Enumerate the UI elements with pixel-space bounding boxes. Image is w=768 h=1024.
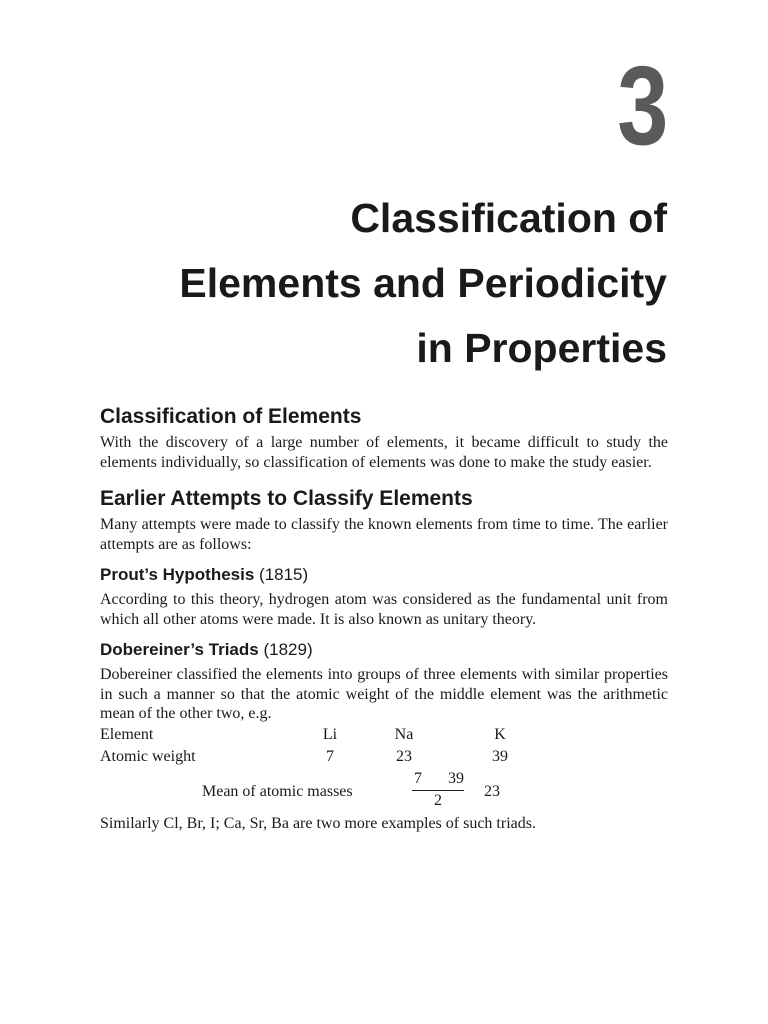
mean-label: Mean of atomic masses bbox=[202, 782, 353, 800]
table-cell: K bbox=[494, 725, 506, 743]
mean-result: 23 bbox=[484, 782, 500, 800]
subsection-dobereiner bbox=[100, 639, 668, 833]
table-cell: 7 bbox=[326, 747, 334, 765]
table-row bbox=[100, 724, 668, 746]
mean-fraction bbox=[412, 770, 464, 810]
subsection-title: Dobereiner’s Triads bbox=[100, 640, 259, 659]
chapter-content bbox=[100, 404, 668, 833]
fraction-bar bbox=[412, 790, 464, 791]
triad-table bbox=[100, 724, 668, 770]
section-paragraph: Many attempts were made to classify the known elements from time to time. The earlier attempts are as follows: bbox=[100, 516, 668, 553]
fraction-denominator: 2 bbox=[434, 791, 442, 809]
numerator-a: 7 bbox=[414, 769, 422, 787]
fraction-numerator bbox=[412, 770, 464, 788]
chapter-title-line-2: Elements and Periodicity bbox=[179, 260, 667, 306]
chapter-title bbox=[67, 186, 667, 381]
subsection-title: Prout’s Hypothesis bbox=[100, 565, 255, 584]
table-cell: 39 bbox=[492, 747, 508, 765]
subsection-year: (1829) bbox=[263, 640, 313, 659]
subsection-heading bbox=[100, 564, 668, 586]
numerator-b: 39 bbox=[448, 769, 464, 787]
table-cell: 23 bbox=[396, 747, 412, 765]
table-cell: Na bbox=[394, 725, 414, 743]
section-classification bbox=[100, 404, 668, 472]
chapter-title-line-3: in Properties bbox=[416, 325, 667, 371]
section-heading: Classification of Elements bbox=[100, 405, 362, 428]
table-row bbox=[100, 746, 668, 768]
section-paragraph: Similarly Cl, Br, I; Ca, Sr, Ba are two more examples of such triads. bbox=[100, 814, 536, 832]
chapter-number: 3 bbox=[616, 43, 668, 168]
subsection-prout bbox=[100, 564, 668, 629]
table-cell: Atomic weight bbox=[100, 747, 196, 765]
table-cell: Element bbox=[100, 725, 154, 743]
section-paragraph: With the discovery of a large number of elements, it became difficult to study the elements individually, so classification of elements was done to make the study easier. bbox=[100, 434, 668, 471]
section-earlier-attempts bbox=[100, 486, 668, 554]
section-paragraph: According to this theory, hydrogen atom was considered as the fundamental unit from which all other atoms were made. It is also known as unitary theory. bbox=[100, 591, 668, 628]
section-paragraph: Dobereiner classified the elements into groups of three elements with similar properties in such a manner so that the atomic weight of the middle element was the arithmetic mean of the other two, e.g. bbox=[100, 666, 668, 722]
section-heading: Earlier Attempts to Classify Elements bbox=[100, 487, 473, 510]
subsection-heading bbox=[100, 639, 668, 661]
table-cell: Li bbox=[322, 725, 338, 743]
subsection-year: (1815) bbox=[259, 565, 309, 584]
chapter-title-line-1: Classification of bbox=[350, 195, 667, 241]
mean-equation bbox=[100, 770, 668, 814]
